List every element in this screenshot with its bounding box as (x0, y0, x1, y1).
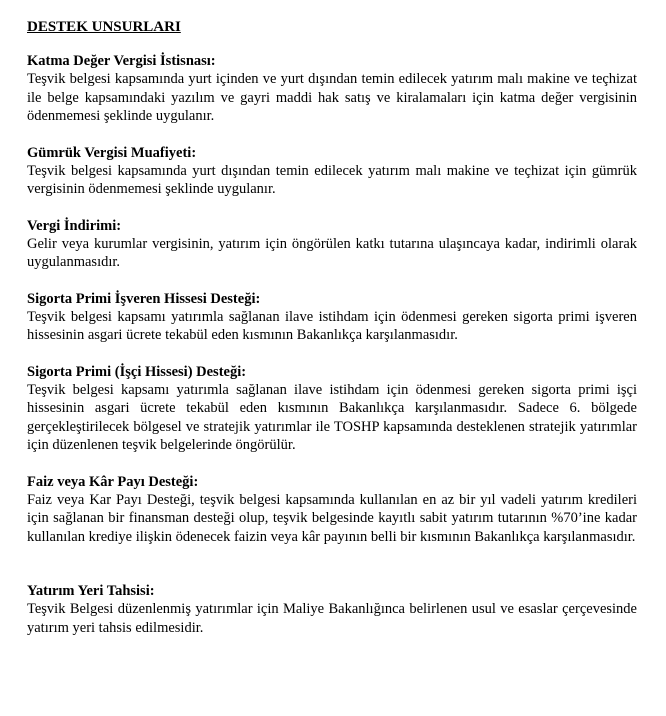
section-body: Teşvik Belgesi düzenlenmiş yatırımlar için Maliye Bakanlığınca belirlenen usul ve esaslar çerçevesinde yatırım yeri tahsis edilmesidir. (27, 601, 637, 636)
section-heading: Katma Değer Vergisi İstisnası: (27, 53, 216, 69)
section-gumruk-muafiyeti (27, 144, 637, 199)
section-kdv-istisnasi (27, 52, 637, 126)
section-vergi-indirimi (27, 217, 637, 272)
section-faiz-kar-payi (27, 473, 637, 547)
section-heading: Vergi İndirimi: (27, 217, 122, 234)
section-body: Teşvik belgesi kapsamı yatırımla sağlanan ilave istihdam için ödenmesi gereken sigorta primi işveren hissesinin asgari ücrete tekabül eden kısmının Bakanlıkça karşılanmasıdır. (27, 308, 637, 343)
section-heading: Sigorta Primi (İşçi Hissesi) Desteği: (27, 363, 247, 380)
section-heading: Gümrük Vergisi Muafiyeti: (27, 144, 197, 161)
document-title: DESTEK UNSURLARI (27, 19, 181, 35)
section-heading: Sigorta Primi İşveren Hissesi Desteği: (27, 290, 261, 307)
section-body: Gelir veya kurumlar vergisinin, yatırım için öngörülen katkı tutarına ulaşıncaya kadar, indirimli olarak uygulanmasıdır. (27, 235, 637, 270)
section-body: Teşvik belgesi kapsamında yurt dışından temin edilecek yatırım malı makine ve teçhizat için gümrük vergisinin ödenmemesi şeklinde uygulanır. (27, 162, 637, 197)
document-page (27, 18, 637, 637)
section-body: Teşvik belgesi kapsamında yurt içinden ve yurt dışından temin edilecek yatırım malı makine ve teçhizat ile belge kapsamındaki yazılım ve gayri maddi hak satış ve kiralamaları için katma değer vergisinin ödenmemesi şeklinde uygulanır. (27, 71, 637, 124)
section-sigorta-isci (27, 363, 637, 455)
section-yatirim-yeri (27, 582, 637, 637)
section-body: Teşvik belgesi kapsamı yatırımla sağlanan ilave istihdam için ödenmesi gereken sigorta primi işçi hissesinin asgari ücrete tekabül eden kısmının Bakanlıkça karşılanmasıdır. Sadece 6. bölgede gerçekleştirilecek bölgesel ve stratejik yatırımlar ile TOSHP kapsamında desteklenen stratejik yatırımlar için düzenlenen teşvik belgelerinde öngörülür. (27, 381, 637, 453)
section-body: Faiz veya Kar Payı Desteği, teşvik belgesi kapsamında kullanılan en az bir yıl vadeli yatırım kredileri için sağlanan bir finansman desteği olup, teşvik belgesinde kayıtlı sabit yatırım tutarının %70’ine kadar kullanılan krediye ilişkin ödenecek faizin veya kâr payının belli bir kısmının Bakanlıkça karşılanmasıdır. (27, 491, 637, 545)
section-heading: Yatırım Yeri Tahsisi: (27, 583, 155, 599)
section-heading: Faiz veya Kâr Payı Desteği: (27, 473, 199, 490)
section-sigorta-isveren (27, 290, 637, 345)
